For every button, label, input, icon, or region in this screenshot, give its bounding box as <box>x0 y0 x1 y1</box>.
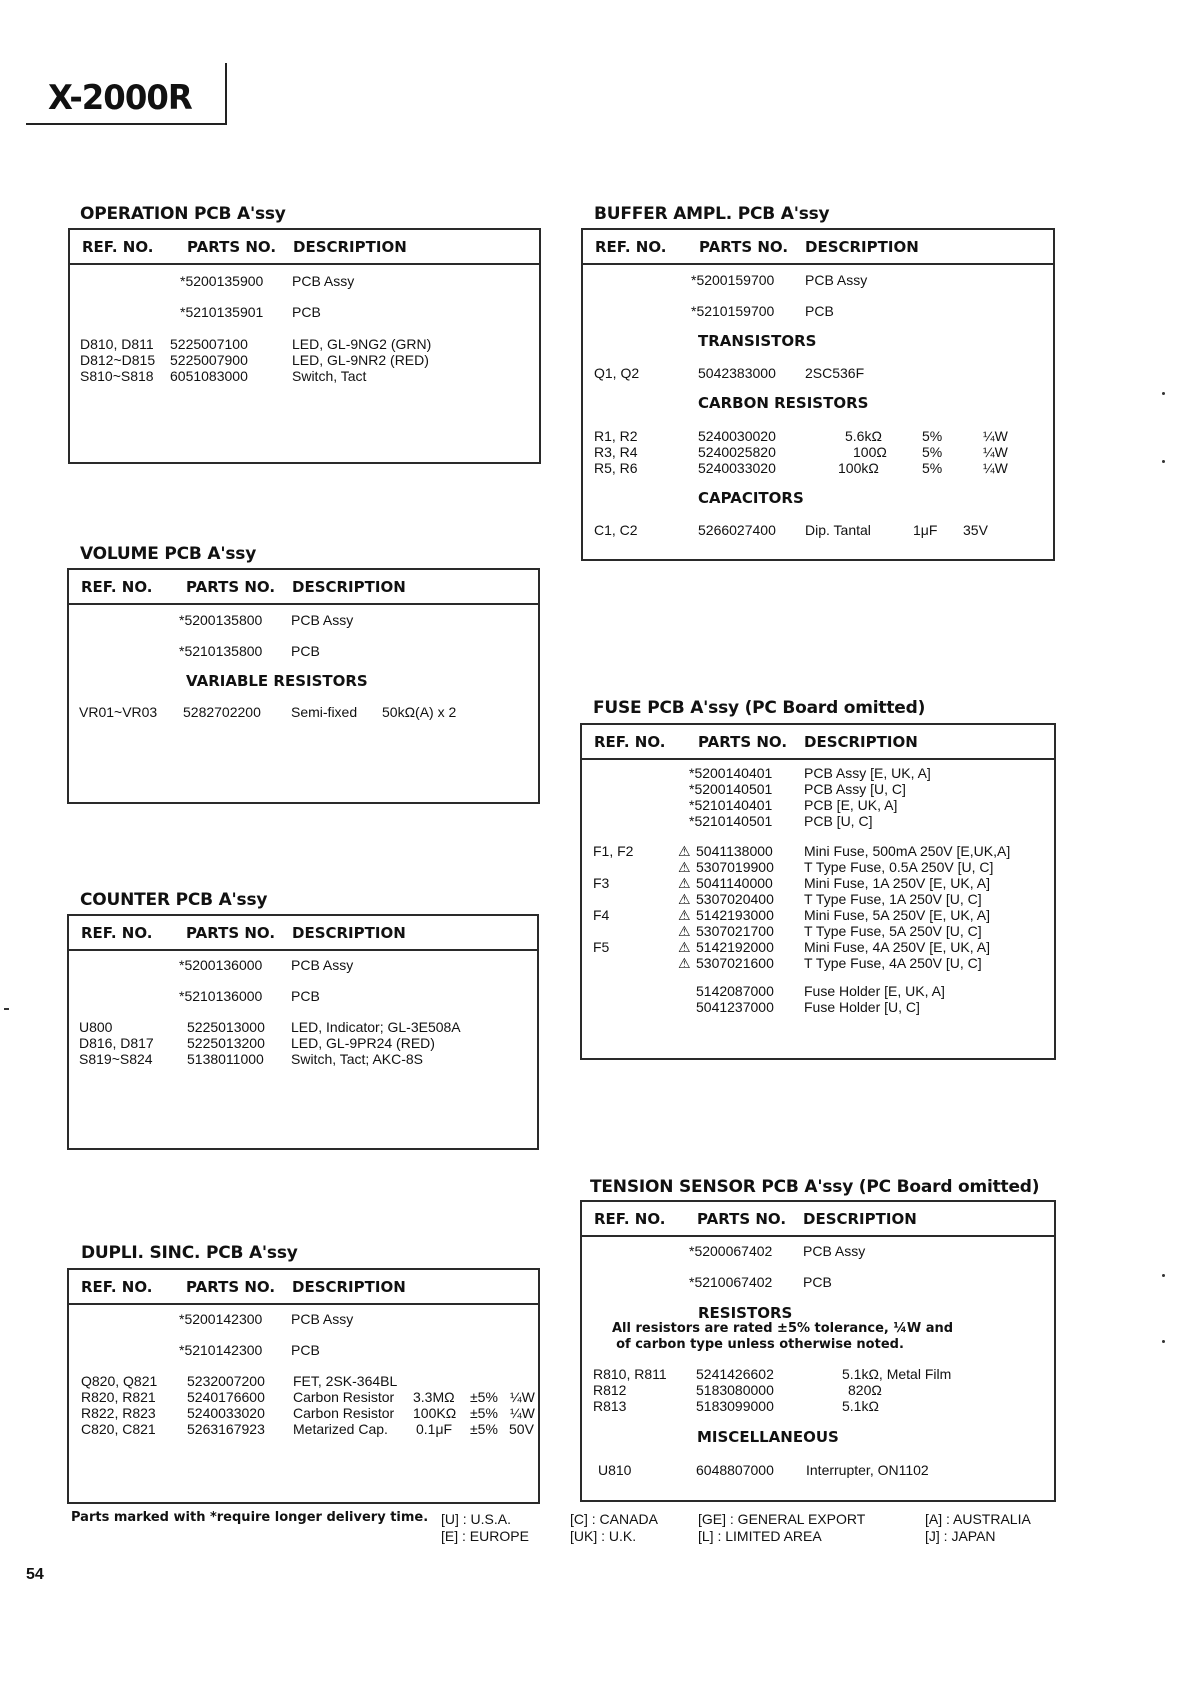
rating: ¼W <box>983 428 1008 444</box>
part-number: 5138011000 <box>187 1051 264 1067</box>
part-number: *5210135800 <box>179 643 263 659</box>
table-row <box>582 859 1054 875</box>
ref-number: C1, C2 <box>594 522 638 538</box>
description: FET, 2SK-364BL <box>293 1373 398 1389</box>
value: 3.3MΩ <box>413 1389 455 1405</box>
legend-item: [UK] : U.K. <box>570 1528 637 1544</box>
table-row <box>583 303 1053 319</box>
subheading: CAPACITORS <box>698 489 804 507</box>
ref-number: C820, C821 <box>81 1421 156 1437</box>
part-number: 5266027400 <box>698 522 776 538</box>
part-number: 5142192000 <box>696 939 774 955</box>
rating: 35V <box>963 522 988 538</box>
part-number: *5200159700 <box>691 272 775 288</box>
table-row <box>70 273 539 289</box>
table-row <box>69 612 538 628</box>
part-number: 5240033020 <box>187 1405 265 1421</box>
value: 0.1μF <box>416 1421 453 1437</box>
part-number: 5240033020 <box>698 460 776 476</box>
part-number: 5041138000 <box>696 843 773 859</box>
description: 5.1kΩ <box>842 1398 879 1414</box>
ref-number: S819~S824 <box>79 1051 153 1067</box>
table-row <box>69 957 537 973</box>
scan-speck <box>1162 1274 1165 1277</box>
part-number: 5241426602 <box>696 1366 774 1382</box>
ref-number: R820, R821 <box>81 1389 156 1405</box>
table-row <box>582 1243 1054 1259</box>
ref-header: REF. NO. <box>594 733 666 751</box>
rating: ¼W <box>510 1405 535 1421</box>
ref-header: REF. NO. <box>81 924 153 942</box>
dupli-title: DUPLI. SINC. PCB A'ssy <box>81 1243 298 1263</box>
value: 100Ω <box>853 444 887 460</box>
table-row <box>582 875 1054 891</box>
part-number: 5041237000 <box>696 999 774 1015</box>
safety-mark-icon: ⚠ <box>678 891 691 907</box>
ref-number: F3 <box>593 875 610 891</box>
part-number: 5307019900 <box>696 859 774 875</box>
fuse-title: FUSE PCB A'ssy (PC Board omitted) <box>593 698 926 718</box>
parts-header: PARTS NO. <box>187 238 277 256</box>
table-row <box>583 428 1053 444</box>
ref-header: REF. NO. <box>595 238 667 256</box>
table-row <box>582 813 1054 829</box>
table-row <box>582 983 1054 999</box>
description: PCB <box>805 303 834 319</box>
table-row <box>69 1405 538 1421</box>
part-number: 6048807000 <box>696 1462 774 1478</box>
rating: ¼W <box>510 1389 535 1405</box>
description: Mini Fuse, 4A 250V [E, UK, A] <box>804 939 990 955</box>
ref-number: R812 <box>593 1382 627 1398</box>
table-row <box>582 1382 1054 1398</box>
safety-mark-icon: ⚠ <box>678 923 691 939</box>
table-header <box>582 725 1054 760</box>
description: LED, GL-9NG2 (GRN) <box>292 336 432 352</box>
subheading: TRANSISTORS <box>698 332 817 350</box>
part-number: *5200136000 <box>179 957 263 973</box>
operation-title: OPERATION PCB A'ssy <box>80 204 286 224</box>
ref-number: Q820, Q821 <box>81 1373 158 1389</box>
buffer-title: BUFFER AMPL. PCB A'ssy <box>594 204 830 224</box>
description: Mini Fuse, 5A 250V [E, UK, A] <box>804 907 990 923</box>
part-number: 5183099000 <box>696 1398 774 1414</box>
ref-number: S810~S818 <box>80 368 154 384</box>
rating: ¼W <box>983 460 1008 476</box>
part-number: *5210159700 <box>691 303 775 319</box>
part-number: *5210135901 <box>180 304 264 320</box>
description: Fuse Holder [U, C] <box>804 999 920 1015</box>
safety-mark-icon: ⚠ <box>678 955 691 971</box>
description: Fuse Holder [E, UK, A] <box>804 983 945 999</box>
part-number: *5200135900 <box>180 273 264 289</box>
table-row <box>69 1389 538 1405</box>
scan-speck <box>1162 392 1165 395</box>
parts-header: PARTS NO. <box>697 1210 787 1228</box>
part-number: *5200142300 <box>179 1311 263 1327</box>
table-row <box>583 444 1053 460</box>
scan-speck <box>1162 1340 1165 1343</box>
value: 5.6kΩ <box>845 428 882 444</box>
table-header <box>583 230 1053 265</box>
safety-mark-icon: ⚠ <box>678 939 691 955</box>
table-header <box>69 1270 538 1305</box>
table-row <box>582 999 1054 1015</box>
description: Switch, Tact; AKC-8S <box>291 1051 424 1067</box>
tension-table <box>580 1200 1056 1502</box>
ref-number: F1, F2 <box>593 843 634 859</box>
rating: 50V <box>509 1421 534 1437</box>
desc-header: DESCRIPTION <box>292 578 406 596</box>
table-row <box>582 1274 1054 1290</box>
tolerance: 5% <box>922 444 943 460</box>
safety-mark-icon: ⚠ <box>678 875 691 891</box>
table-row <box>582 797 1054 813</box>
legend-item: [C] : CANADA <box>570 1511 658 1527</box>
ref-number: F4 <box>593 907 610 923</box>
table-row <box>583 460 1053 476</box>
scan-speck <box>4 1008 9 1010</box>
desc-header: DESCRIPTION <box>804 733 918 751</box>
legend-item: [GE] : GENERAL EXPORT <box>698 1511 866 1527</box>
dupli-table <box>67 1268 540 1504</box>
part-number: 5225013200 <box>187 1035 265 1051</box>
ref-number: R813 <box>593 1398 627 1414</box>
table-row <box>69 1311 538 1327</box>
title-rule <box>26 123 227 125</box>
counter-table <box>67 914 539 1150</box>
tolerance: ±5% <box>470 1405 498 1421</box>
description: PCB [U, C] <box>804 813 873 829</box>
description: 820Ω <box>848 1382 882 1398</box>
subheading: RESISTORS <box>698 1304 793 1322</box>
table-row <box>69 1035 537 1051</box>
table-row <box>70 336 539 352</box>
description: Interrupter, ON1102 <box>806 1462 929 1478</box>
part-number: 5240030020 <box>698 428 776 444</box>
part-number: *5200140401 <box>689 765 773 781</box>
part-number: *5210067402 <box>689 1274 773 1290</box>
legend-item: [U] : U.S.A. <box>441 1511 512 1527</box>
part-number: 5307020400 <box>696 891 774 907</box>
ref-number: R1, R2 <box>594 428 638 444</box>
tolerance: ±5% <box>470 1421 498 1437</box>
table-header <box>582 1202 1054 1237</box>
ref-header: REF. NO. <box>81 578 153 596</box>
table-row <box>582 955 1054 971</box>
part-number: 5225007900 <box>170 352 248 368</box>
legend-item: [E] : EUROPE <box>441 1528 529 1544</box>
legend-item: [J] : JAPAN <box>925 1528 996 1544</box>
part-number: 5142087000 <box>696 983 774 999</box>
ref-number: Q1, Q2 <box>594 365 640 381</box>
table-row <box>582 781 1054 797</box>
table-row <box>583 522 1053 538</box>
ref-number: D810, D811 <box>80 336 154 352</box>
rating: ¼W <box>983 444 1008 460</box>
table-row <box>582 843 1054 859</box>
description: PCB <box>291 988 320 1004</box>
ref-header: REF. NO. <box>82 238 154 256</box>
table-row <box>70 368 539 384</box>
part-number: *5210142300 <box>179 1342 263 1358</box>
volume-table <box>67 568 540 804</box>
part-number: *5210136000 <box>179 988 263 1004</box>
parts-header: PARTS NO. <box>699 238 789 256</box>
tension-title: TENSION SENSOR PCB A'ssy (PC Board omitted) <box>590 1177 1040 1197</box>
description: PCB Assy <box>803 1243 866 1259</box>
description: PCB Assy <box>291 612 354 628</box>
desc-header: DESCRIPTION <box>292 1278 406 1296</box>
part-number: 5042383000 <box>698 365 776 381</box>
fuse-table <box>580 723 1056 1060</box>
model-title: X-2000R <box>48 78 192 118</box>
table-row <box>69 1342 538 1358</box>
description: T Type Fuse, 5A 250V [U, C] <box>804 923 982 939</box>
description: PCB Assy [E, UK, A] <box>804 765 931 781</box>
ref-number: VR01~VR03 <box>79 704 158 720</box>
ref-number: U810 <box>598 1462 632 1478</box>
delivery-footnote: Parts marked with *require longer delivery time. <box>71 1510 429 1525</box>
part-number: *5200067402 <box>689 1243 773 1259</box>
safety-mark-icon: ⚠ <box>678 859 691 875</box>
table-row <box>582 923 1054 939</box>
table-row <box>69 1421 538 1437</box>
desc-header: DESCRIPTION <box>805 238 919 256</box>
part-number: 5307021700 <box>696 923 774 939</box>
table-header <box>69 916 537 951</box>
description: T Type Fuse, 4A 250V [U, C] <box>804 955 982 971</box>
ref-number: R3, R4 <box>594 444 638 460</box>
value: 100KΩ <box>413 1405 457 1421</box>
title-rule-vertical <box>225 63 227 124</box>
description: 5.1kΩ, Metal Film <box>842 1366 952 1382</box>
desc-header: DESCRIPTION <box>803 1210 917 1228</box>
ref-header: REF. NO. <box>81 1278 153 1296</box>
part-number: 5240176600 <box>187 1389 265 1405</box>
description: Mini Fuse, 500mA 250V [E,UK,A] <box>804 843 1011 859</box>
table-row <box>70 304 539 320</box>
description: PCB [E, UK, A] <box>804 797 898 813</box>
desc-header: DESCRIPTION <box>292 924 406 942</box>
description: Semi-fixed <box>291 704 358 720</box>
table-row <box>583 272 1053 288</box>
volume-title: VOLUME PCB A'ssy <box>80 544 257 564</box>
desc-header: DESCRIPTION <box>293 238 407 256</box>
table-row <box>582 891 1054 907</box>
operation-table <box>68 228 541 464</box>
part-number: *5200135800 <box>179 612 263 628</box>
page-number: 54 <box>26 1566 44 1583</box>
description: PCB <box>292 304 321 320</box>
table-row <box>582 765 1054 781</box>
description: T Type Fuse, 0.5A 250V [U, C] <box>804 859 994 875</box>
description: T Type Fuse, 1A 250V [U, C] <box>804 891 982 907</box>
counter-title: COUNTER PCB A'ssy <box>80 890 268 910</box>
part-number: 5183080000 <box>696 1382 774 1398</box>
description: Switch, Tact <box>292 368 367 384</box>
legend-item: [A] : AUSTRALIA <box>925 1511 1031 1527</box>
scan-speck <box>1162 460 1165 463</box>
ref-number: R810, R811 <box>593 1366 667 1382</box>
subheading: MISCELLANEOUS <box>697 1428 839 1446</box>
ref-number: D812~D815 <box>80 352 156 368</box>
table-header <box>69 570 538 605</box>
description: PCB <box>803 1274 832 1290</box>
table-row <box>69 704 538 720</box>
tolerance: 5% <box>922 460 943 476</box>
table-row <box>583 365 1053 381</box>
table-row <box>582 1462 1054 1478</box>
ref-number: R822, R823 <box>81 1405 156 1421</box>
part-number: 5263167923 <box>187 1421 265 1437</box>
safety-mark-icon: ⚠ <box>678 843 691 859</box>
resistor-note: of carbon type unless otherwise noted. <box>616 1337 904 1352</box>
part-number: 5225007100 <box>170 336 248 352</box>
description: LED, GL-9PR24 (RED) <box>291 1035 435 1051</box>
description: PCB <box>291 643 320 659</box>
parts-header: PARTS NO. <box>186 924 276 942</box>
description: PCB Assy [U, C] <box>804 781 906 797</box>
subheading: VARIABLE RESISTORS <box>186 672 368 690</box>
part-number: 5282702200 <box>183 704 261 720</box>
tolerance: 5% <box>922 428 943 444</box>
ref-number: D816, D817 <box>79 1035 154 1051</box>
table-row <box>582 1398 1054 1414</box>
part-number: 6051083000 <box>170 368 248 384</box>
tolerance: ±5% <box>470 1389 498 1405</box>
table-row <box>70 352 539 368</box>
buffer-table <box>581 228 1055 561</box>
ref-number: U800 <box>79 1019 113 1035</box>
description: Metarized Cap. <box>293 1421 388 1437</box>
table-row <box>69 1051 537 1067</box>
description: PCB Assy <box>291 957 354 973</box>
part-number: *5210140401 <box>689 797 773 813</box>
parts-header: PARTS NO. <box>186 1278 276 1296</box>
parts-header: PARTS NO. <box>186 578 276 596</box>
table-row <box>582 907 1054 923</box>
part-number: *5200140501 <box>689 781 773 797</box>
legend-item: [L] : LIMITED AREA <box>698 1528 822 1544</box>
description: Mini Fuse, 1A 250V [E, UK, A] <box>804 875 990 891</box>
part-number: 5142193000 <box>696 907 774 923</box>
description: PCB <box>291 1342 320 1358</box>
description: 2SC536F <box>805 365 865 381</box>
description: PCB Assy <box>291 1311 354 1327</box>
resistor-note: All resistors are rated ±5% tolerance, ¼W and <box>612 1321 954 1336</box>
table-header <box>70 230 539 265</box>
parts-header: PARTS NO. <box>698 733 788 751</box>
part-number: 5232007200 <box>187 1373 265 1389</box>
value: 100kΩ <box>838 460 879 476</box>
description: LED, Indicator; GL-3E508A <box>291 1019 461 1035</box>
value: 1μF <box>913 522 938 538</box>
ref-number: F5 <box>593 939 610 955</box>
ref-number: R5, R6 <box>594 460 638 476</box>
safety-mark-icon: ⚠ <box>678 907 691 923</box>
description: LED, GL-9NR2 (RED) <box>292 352 429 368</box>
part-number: 5307021600 <box>696 955 774 971</box>
part-number: 5225013000 <box>187 1019 265 1035</box>
description: Carbon Resistor <box>293 1389 395 1405</box>
part-number: *5210140501 <box>689 813 773 829</box>
subheading: CARBON RESISTORS <box>698 394 869 412</box>
table-row <box>582 1366 1054 1382</box>
value: 50kΩ(A) x 2 <box>382 704 457 720</box>
table-row <box>582 939 1054 955</box>
table-row <box>69 1373 538 1389</box>
part-number: 5041140000 <box>696 875 773 891</box>
description: Dip. Tantal <box>805 522 871 538</box>
ref-header: REF. NO. <box>594 1210 666 1228</box>
description: PCB Assy <box>805 272 868 288</box>
part-number: 5240025820 <box>698 444 776 460</box>
description: PCB Assy <box>292 273 355 289</box>
table-row <box>69 643 538 659</box>
table-row <box>69 988 537 1004</box>
table-row <box>69 1019 537 1035</box>
description: Carbon Resistor <box>293 1405 395 1421</box>
